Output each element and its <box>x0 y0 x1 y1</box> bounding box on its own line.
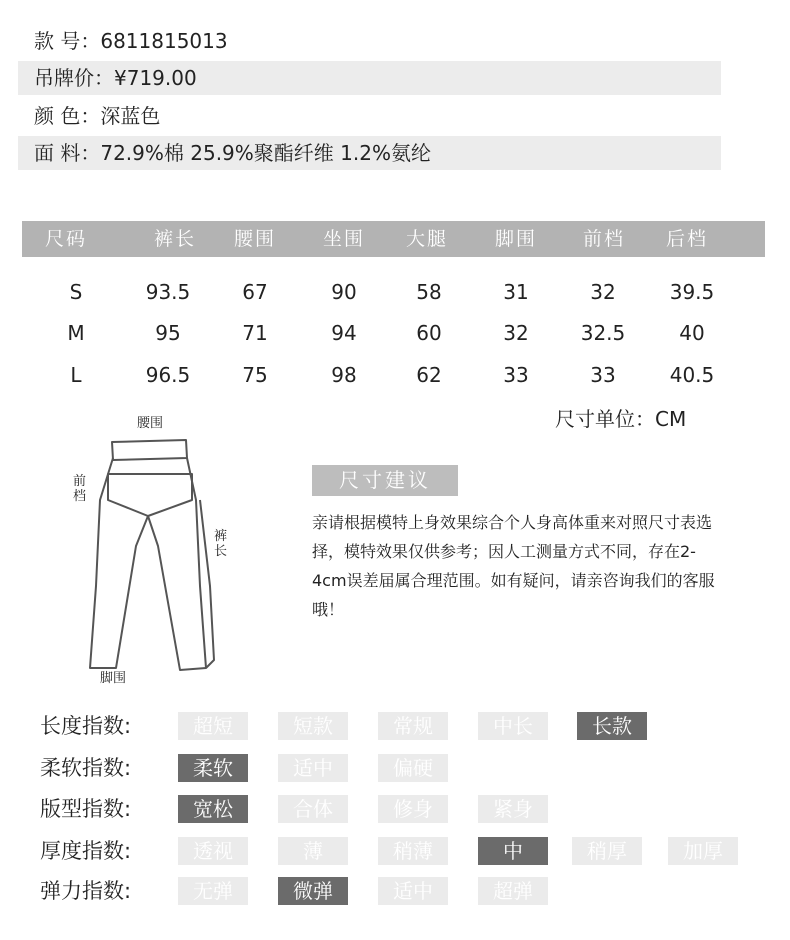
index-option: 短款 <box>278 712 348 740</box>
size-advice-title: 尺寸建议 <box>312 465 458 496</box>
cell-front-rise: 32.5 <box>580 321 626 345</box>
index-option-selected: 长款 <box>577 712 647 740</box>
waistband-shape <box>112 440 187 460</box>
index-option: 偏硬 <box>378 754 448 782</box>
cell-waist: 71 <box>242 321 268 345</box>
index-option: 中长 <box>478 712 548 740</box>
material-row <box>18 136 721 170</box>
cell-front-rise: 32 <box>590 280 616 304</box>
index-option: 透视 <box>178 837 248 865</box>
back-leg-line <box>200 500 214 668</box>
rise-shape <box>108 474 192 516</box>
cell-back-rise: 39.5 <box>669 280 715 304</box>
index-option: 超弹 <box>478 877 548 905</box>
index-label: 长度指数: <box>40 714 132 738</box>
cell-thigh: 58 <box>416 280 442 304</box>
header-hem: 脚围 <box>494 228 538 250</box>
cell-hip: 90 <box>331 280 357 304</box>
index-option: 薄 <box>278 837 348 865</box>
front-rise-label: 前档 <box>73 474 87 504</box>
cell-size: M <box>67 321 85 345</box>
header-waist: 腰围 <box>233 228 277 250</box>
index-option-selected: 宽松 <box>178 795 248 823</box>
cell-hem: 32 <box>503 321 529 345</box>
header-front-rise: 前档 <box>582 228 626 250</box>
color-row <box>18 99 721 133</box>
index-option: 紧身 <box>478 795 548 823</box>
index-label: 版型指数: <box>40 797 132 821</box>
table-row <box>22 277 765 307</box>
cell-length: 93.5 <box>145 280 191 304</box>
pants-diagram <box>88 436 228 676</box>
tag-price-value: ¥719.00 <box>114 66 197 90</box>
cell-size: S <box>69 280 83 304</box>
table-row <box>22 360 765 390</box>
index-option: 适中 <box>378 877 448 905</box>
cell-waist: 75 <box>242 363 268 387</box>
style-number-row <box>18 24 721 58</box>
header-length: 裤长 <box>153 228 197 250</box>
index-option: 超短 <box>178 712 248 740</box>
cell-back-rise: 40 <box>679 321 705 345</box>
index-option: 加厚 <box>668 837 738 865</box>
cell-length: 95 <box>155 321 181 345</box>
index-option: 合体 <box>278 795 348 823</box>
index-option: 无弹 <box>178 877 248 905</box>
cell-hip: 98 <box>331 363 357 387</box>
index-option-selected: 微弹 <box>278 877 348 905</box>
cell-size: L <box>70 363 82 387</box>
cell-back-rise: 40.5 <box>669 363 715 387</box>
index-option: 稍厚 <box>572 837 642 865</box>
cell-waist: 67 <box>242 280 268 304</box>
material-value: 72.9%棉 25.9%聚酯纤维 1.2%氨纶 <box>100 141 431 165</box>
cell-front-rise: 33 <box>590 363 616 387</box>
index-option-selected: 中 <box>478 837 548 865</box>
cell-hem: 31 <box>503 280 529 304</box>
hem-label: 脚围 <box>100 671 127 686</box>
header-size: 尺码 <box>44 228 88 250</box>
color-label: 颜 色： <box>34 104 101 128</box>
index-label: 弹力指数: <box>40 879 132 903</box>
index-option: 常规 <box>378 712 448 740</box>
style-number-value: 6811815013 <box>100 29 228 53</box>
index-label: 厚度指数: <box>40 839 132 863</box>
table-row <box>22 318 765 348</box>
color-value: 深蓝色 <box>100 104 161 128</box>
tag-price-label: 吊牌价： <box>34 66 114 90</box>
index-label: 柔软指数: <box>40 756 132 780</box>
cell-hem: 33 <box>503 363 529 387</box>
style-number-label: 款 号： <box>34 29 101 53</box>
cell-length: 96.5 <box>145 363 191 387</box>
header-thigh: 大腿 <box>405 228 449 250</box>
index-option: 修身 <box>378 795 448 823</box>
material-label: 面 料： <box>34 141 101 165</box>
length-label: 裤长 <box>214 529 228 559</box>
index-option: 适中 <box>278 754 348 782</box>
index-option: 稍薄 <box>378 837 448 865</box>
header-back-rise: 后档 <box>665 228 709 250</box>
cell-thigh: 62 <box>416 363 442 387</box>
size-unit: 尺寸单位：CM <box>555 407 687 431</box>
waist-label: 腰围 <box>137 416 164 431</box>
index-option-selected: 柔软 <box>178 754 248 782</box>
size-advice-text: 亲请根据模特上身效果综合个人身高体重来对照尺寸表选择，模特效果仅供参考；因人工测量方式不同，存在2-4cm误差届属合理范围。如有疑问，请亲咨询我们的客服哦！ <box>312 513 715 619</box>
cell-hip: 94 <box>331 321 357 345</box>
tag-price-row <box>18 61 721 95</box>
size-table-header <box>22 221 765 257</box>
cell-thigh: 60 <box>416 321 442 345</box>
header-hip: 坐围 <box>322 228 366 250</box>
